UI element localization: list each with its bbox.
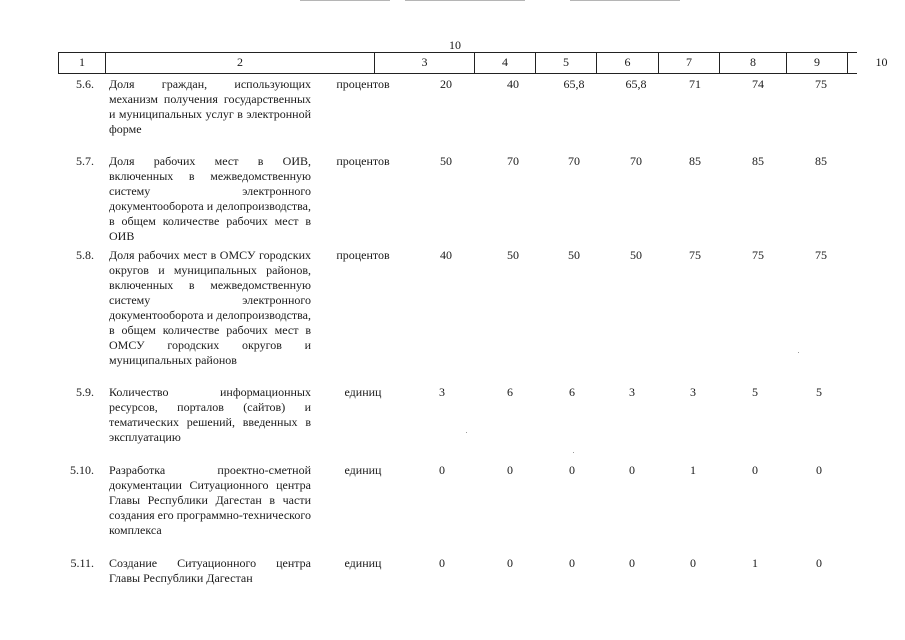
row-value-col8: 71 xyxy=(689,77,701,91)
row-value-col9: 85 xyxy=(752,154,764,168)
header-col-4: 4 xyxy=(475,53,536,73)
row-unit: процентов xyxy=(336,248,390,262)
scan-edge-line xyxy=(300,0,390,1)
row-value-col5: 0 xyxy=(507,463,513,477)
row-number: 5.7. xyxy=(76,154,94,168)
header-col-7: 7 xyxy=(659,53,720,73)
row-description: Количество информационных ресурсов, порталов (сайтов) и тематических решений, введенных в эксплуатацию xyxy=(109,385,311,444)
row-unit: единиц xyxy=(344,463,382,477)
row-value-col4: 50 xyxy=(440,154,452,168)
header-col-6: 6 xyxy=(597,53,659,73)
row-value-col6: 65,8 xyxy=(563,77,585,91)
row-number: 5.9. xyxy=(76,385,94,399)
row-unit: единиц xyxy=(344,385,382,399)
row-value-col5: 6 xyxy=(507,385,513,399)
scan-edge-line xyxy=(405,0,525,1)
row-value-col9: 0 xyxy=(752,463,758,477)
row-number: 5.10. xyxy=(70,463,94,477)
row-value-col10: 75 xyxy=(815,248,827,262)
row-value-col5: 70 xyxy=(507,154,519,168)
row-value-col8: 85 xyxy=(689,154,701,168)
row-description: Доля рабочих мест в ОМСУ городских округов и муниципальных районов, включенных в межведомственную систему электронного документооборота и делопроизводства, в общем количестве рабочих мест в ОМСУ городских округов и муниципальных районов xyxy=(109,248,311,367)
row-value-col6: 0 xyxy=(569,556,575,570)
row-value-col4: 20 xyxy=(440,77,452,91)
row-value-col9: 74 xyxy=(752,77,764,91)
scan-edge-line xyxy=(570,0,680,1)
scan-dot xyxy=(798,352,799,353)
row-value-col9: 5 xyxy=(752,385,758,399)
row-number: 5.11. xyxy=(70,556,94,570)
row-value-col8: 75 xyxy=(689,248,701,262)
row-value-col6: 6 xyxy=(569,385,575,399)
row-value-col10: 0 xyxy=(816,556,822,570)
row-value-col7: 0 xyxy=(629,463,635,477)
row-value-col4: 40 xyxy=(440,248,452,262)
header-col-1: 1 xyxy=(59,53,106,73)
row-description: Доля рабочих мест в ОИВ, включенных в межведомственную систему электронного документооборота и делопроизводства, в общем количестве рабочих мест в ОИВ xyxy=(109,154,311,243)
row-value-col6: 0 xyxy=(569,463,575,477)
row-value-col5: 40 xyxy=(507,77,519,91)
header-col-8: 8 xyxy=(720,53,787,73)
header-col-9: 9 xyxy=(787,53,848,73)
header-col-10: 10 xyxy=(848,53,905,73)
row-value-col7: 70 xyxy=(630,154,642,168)
header-col-3: 3 xyxy=(375,53,475,73)
row-value-col5: 0 xyxy=(507,556,513,570)
row-value-col10: 85 xyxy=(815,154,827,168)
row-value-col7: 0 xyxy=(629,556,635,570)
row-number: 5.6. xyxy=(76,77,94,91)
row-value-col5: 50 xyxy=(507,248,519,262)
row-value-col10: 5 xyxy=(816,385,822,399)
row-value-col7: 65,8 xyxy=(625,77,647,91)
header-col-2: 2 xyxy=(106,53,375,73)
row-value-col10: 75 xyxy=(815,77,827,91)
row-value-col6: 50 xyxy=(568,248,580,262)
row-value-col8: 0 xyxy=(690,556,696,570)
row-description: Создание Ситуационного центра Главы Республики Дагестан xyxy=(109,556,311,585)
row-value-col9: 1 xyxy=(752,556,758,570)
row-description: Разработка проектно-сметной документации Ситуационного центра Главы Республики Дагестан в части создания его программно-технического комплекса xyxy=(109,463,311,537)
row-value-col10: 0 xyxy=(816,463,822,477)
row-value-col4: 0 xyxy=(439,556,445,570)
table-header xyxy=(58,52,888,74)
row-value-col4: 3 xyxy=(439,385,445,399)
row-description: Доля граждан, использующих механизм получения государственных и муниципальных услуг в электронной форме xyxy=(109,77,311,136)
row-value-col7: 50 xyxy=(630,248,642,262)
row-number: 5.8. xyxy=(76,248,94,262)
row-value-col6: 70 xyxy=(568,154,580,168)
header-col-5: 5 xyxy=(536,53,597,73)
page-number: 10 xyxy=(449,38,461,52)
row-value-col9: 75 xyxy=(752,248,764,262)
scan-dot xyxy=(466,432,467,433)
row-value-col4: 0 xyxy=(439,463,445,477)
row-unit: процентов xyxy=(336,77,390,91)
scan-dot xyxy=(573,452,574,453)
row-value-col7: 3 xyxy=(629,385,635,399)
row-value-col8: 1 xyxy=(690,463,696,477)
row-unit: единиц xyxy=(344,556,382,570)
row-unit: процентов xyxy=(336,154,390,168)
row-value-col8: 3 xyxy=(690,385,696,399)
